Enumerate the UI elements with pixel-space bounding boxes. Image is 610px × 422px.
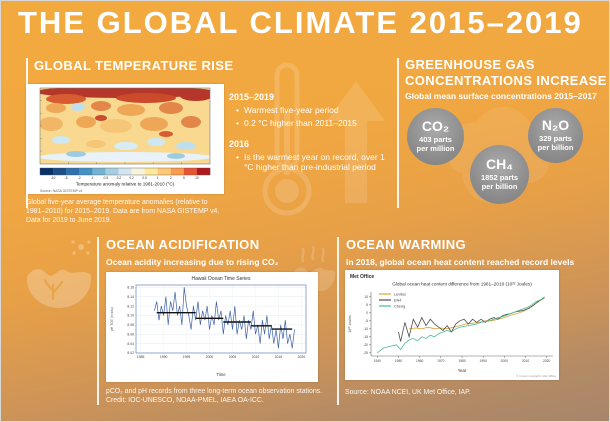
svg-text:2: 2 xyxy=(169,176,172,180)
svg-text:5: 5 xyxy=(182,176,185,180)
ocean-heat-chart-card xyxy=(345,270,559,380)
bullet-text: Warmest five-year period xyxy=(243,104,339,115)
section-divider-greenhouse xyxy=(397,58,399,208)
svg-text:Source: NASA GISTEMP v4: Source: NASA GISTEMP v4 xyxy=(40,189,83,193)
svg-text:-5: -5 xyxy=(365,319,368,323)
svg-text:5: 5 xyxy=(366,303,368,307)
acidification-caption xyxy=(106,387,334,405)
svg-text:Met Office: Met Office xyxy=(350,274,375,280)
svg-text:10: 10 xyxy=(364,295,368,299)
gas-circle-n2o xyxy=(528,108,583,163)
svg-text:8.10: 8.10 xyxy=(127,313,134,318)
svg-text:2005: 2005 xyxy=(228,355,237,359)
svg-text:2010: 2010 xyxy=(521,359,530,363)
section-heading-temperature: GLOBAL TEMPERATURE RISE xyxy=(34,58,234,73)
svg-text:-10: -10 xyxy=(363,327,368,331)
section-divider-warming xyxy=(337,237,339,405)
svg-text:1950: 1950 xyxy=(394,359,403,363)
svg-text:Global ocean heat content diff: Global ocean heat content difference from 1961–2010 (10²² Joules) xyxy=(392,281,532,287)
svg-text:-2: -2 xyxy=(77,176,81,180)
svg-text:-25: -25 xyxy=(363,351,368,355)
svg-text:1990: 1990 xyxy=(159,355,168,359)
gas-circle-co2 xyxy=(407,108,464,165)
acidification-caption-line1: pCO₂ and pH records from three long-term ocean observation stations. xyxy=(106,388,323,395)
svg-text:8.14: 8.14 xyxy=(127,294,134,299)
temperature-facts xyxy=(229,92,393,173)
gas-unit: per billion xyxy=(537,143,574,153)
svg-text:Time: Time xyxy=(216,372,226,377)
svg-text:1980: 1980 xyxy=(458,359,466,363)
svg-text:-5: -5 xyxy=(64,176,68,180)
gas-amount: 403 parts xyxy=(419,134,452,144)
svg-text:-15: -15 xyxy=(363,335,368,339)
bullet-text: Is the warmest year on record, over 1 °C higher than pre-industrial period xyxy=(243,151,385,173)
svg-text:0.5: 0.5 xyxy=(142,176,147,180)
svg-text:8.04: 8.04 xyxy=(127,341,134,346)
section-heading-greenhouse xyxy=(405,57,607,88)
svg-text:Hawaii Ocean Time Series: Hawaii Ocean Time Series xyxy=(191,276,251,282)
section-heading-warming: OCEAN WARMING xyxy=(346,237,467,252)
svg-text:2010: 2010 xyxy=(251,355,260,359)
gas-formula: N₂O xyxy=(541,117,570,134)
gas-formula: CO₂ xyxy=(421,118,450,135)
svg-text:2020: 2020 xyxy=(543,359,551,363)
page-title: THE GLOBAL CLIMATE 2015–2019 xyxy=(18,5,583,40)
svg-text:1985: 1985 xyxy=(136,355,145,359)
svg-text:-1: -1 xyxy=(90,176,94,180)
warming-caption: Source: NOAA NCEI, UK Met Office, IAP. xyxy=(345,389,471,396)
temperature-map-caption: Global five-year average temperature anomalies (relative to 1981–2010) for 2015–2019. Data are from NASA GISTEMP v4. Data for 2019 to June 2019. xyxy=(26,199,220,225)
greenhouse-subtitle: Global mean surface concentrations 2015–2017 xyxy=(405,91,597,101)
svg-text:-0.5: -0.5 xyxy=(102,176,109,180)
bullet-text: 0.2 °C higher than 2011–2015 xyxy=(243,117,357,128)
svg-text:8.12: 8.12 xyxy=(127,304,134,309)
svg-text:10²² Joules: 10²² Joules xyxy=(348,315,352,333)
period-label-2015-2019: 2015–2019 xyxy=(229,92,275,102)
svg-text:-0.2: -0.2 xyxy=(115,176,122,180)
gas-formula: CH₄ xyxy=(486,156,513,173)
svg-text:1940: 1940 xyxy=(373,359,381,363)
gas-amount: 1852 parts xyxy=(480,172,519,182)
svg-text:2000: 2000 xyxy=(500,359,508,363)
svg-text:0: 0 xyxy=(366,311,368,315)
bullet-dot-icon: • xyxy=(236,104,239,115)
svg-text:0.2: 0.2 xyxy=(129,176,134,180)
svg-text:1990: 1990 xyxy=(479,359,487,363)
svg-text:2015: 2015 xyxy=(274,355,283,359)
svg-text:1995: 1995 xyxy=(182,355,191,359)
gas-circle-ch4 xyxy=(470,145,529,204)
svg-text:8.16: 8.16 xyxy=(127,285,134,290)
temperature-anomaly-map xyxy=(26,84,224,199)
greenhouse-heading-line1: GREENHOUSE GAS xyxy=(405,57,535,72)
section-heading-acidification: OCEAN ACIDIFICATION xyxy=(106,237,260,252)
temperature-bullet xyxy=(236,152,393,173)
gas-amount: 329 parts xyxy=(539,133,572,143)
svg-text:Year: Year xyxy=(457,368,467,373)
svg-text:2000: 2000 xyxy=(205,355,214,359)
svg-text:-10: -10 xyxy=(50,176,56,180)
temperature-bullet xyxy=(236,118,393,129)
svg-text:pH TOT (in situ): pH TOT (in situ) xyxy=(110,307,114,331)
svg-text:1960: 1960 xyxy=(416,359,424,363)
warming-subtitle: In 2018, global ocean heat content reached record levels xyxy=(346,257,575,267)
period-label-2016: 2016 xyxy=(229,139,250,150)
temperature-anomaly-map-card xyxy=(26,84,224,194)
ocean-heat-chart xyxy=(345,270,559,385)
svg-text:© Crown copyright, Met Office: © Crown copyright, Met Office xyxy=(515,374,556,378)
svg-text:EN4: EN4 xyxy=(394,298,402,303)
temperature-bullet xyxy=(236,105,393,116)
gas-unit: per billion xyxy=(481,182,518,192)
svg-text:1970: 1970 xyxy=(437,359,445,363)
svg-text:8.06: 8.06 xyxy=(127,332,134,337)
section-divider-acidification xyxy=(97,237,99,405)
svg-text:10: 10 xyxy=(195,176,199,180)
svg-text:Cheng: Cheng xyxy=(394,304,406,309)
svg-text:1: 1 xyxy=(156,176,159,180)
hawaii-ph-chart xyxy=(106,272,318,385)
svg-text:Temperature anomaly relative t: Temperature anomaly relative to 1981-2010 (°C) xyxy=(75,181,175,187)
gas-unit: per million xyxy=(416,144,455,154)
acidification-caption-line2: Credit: IOC-UNESCO, NOAA-PMEL, IAEA OA-ICC. xyxy=(106,397,264,405)
svg-text:2020: 2020 xyxy=(297,355,306,359)
hawaii-ph-chart-card xyxy=(106,272,318,382)
bullet-dot-icon: • xyxy=(236,151,239,162)
svg-text:8.08: 8.08 xyxy=(127,323,134,328)
ocean-coral-icon xyxy=(23,237,95,309)
svg-text:-20: -20 xyxy=(363,343,368,347)
greenhouse-heading-line2: CONCENTRATIONS INCREASE xyxy=(405,72,607,88)
bullet-dot-icon: • xyxy=(236,117,239,128)
acidification-subtitle: Ocean acidity increasing due to rising CO₂ xyxy=(106,257,279,267)
svg-text:8.02: 8.02 xyxy=(127,351,134,356)
svg-text:Levitus: Levitus xyxy=(394,292,407,297)
